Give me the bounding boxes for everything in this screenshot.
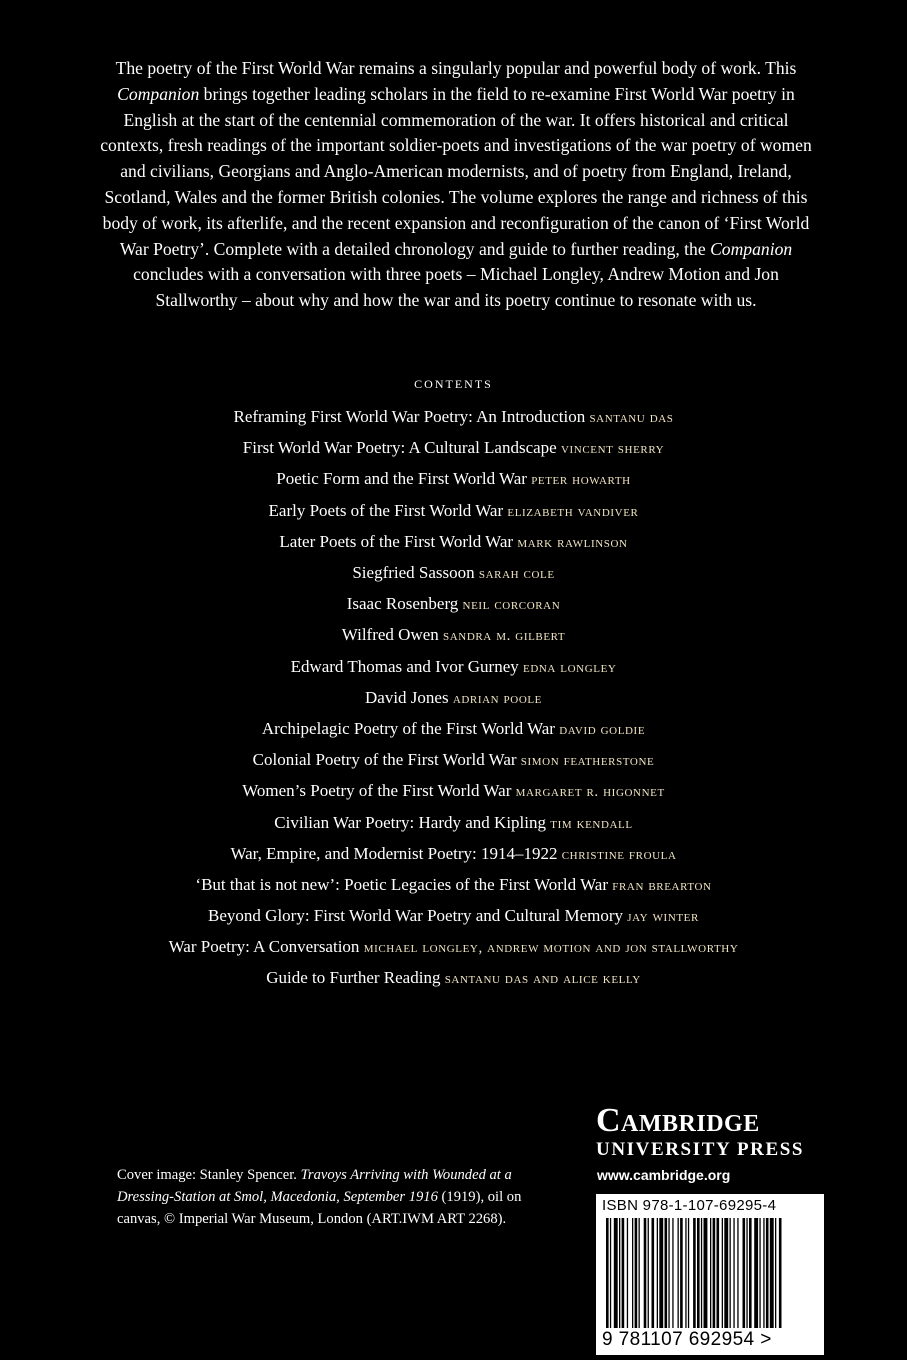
contents-item — [150, 870, 757, 901]
barcode-bar — [622, 1218, 625, 1328]
barcode-bar — [733, 1218, 734, 1328]
credit-artwork-title: Travoys Arriving with Wounded at a Dressing-Station at Smol, Macedonia, September 1916 — [117, 1167, 512, 1205]
barcode-bar — [713, 1218, 716, 1328]
blurb-part-3: concludes with a conversation with three poets – Michael Longley, Andrew Motion and Jon Stallworthy – about why and how the war and its poetry continue to resonate with us. — [133, 264, 779, 311]
item-author: simon featherstone — [520, 753, 655, 770]
barcode-bar — [652, 1218, 655, 1328]
publisher-name: Cambridge — [596, 1102, 760, 1139]
blurb-italic-2: Companion — [710, 238, 793, 259]
barcode-bar — [657, 1218, 658, 1328]
item-title: Women’s Poetry of the First World War — [242, 781, 512, 801]
item-author: vincent sherry — [560, 441, 665, 458]
item-author: david goldie — [559, 722, 646, 739]
blurb-text — [96, 56, 816, 314]
publisher-logo — [596, 1103, 826, 1187]
item-author: fran brearton — [612, 878, 712, 895]
contents-item — [150, 652, 757, 683]
barcode-bar — [754, 1218, 758, 1328]
barcode-bar — [672, 1218, 673, 1328]
item-title: Guide to Further Reading — [266, 968, 441, 988]
barcode-bar — [668, 1218, 669, 1328]
item-author: jay winter — [627, 909, 699, 926]
item-title: War, Empire, and Modernist Poetry: 1914–1922 — [230, 843, 558, 863]
item-author: sarah cole — [478, 566, 555, 583]
isbn-label: ISBN 978-1-107-69295-4 — [602, 1197, 777, 1214]
barcode-bar — [610, 1218, 611, 1328]
item-title: Edward Thomas and Ivor Gurney — [290, 656, 519, 676]
contents-item — [150, 839, 757, 870]
item-author: christine froula — [561, 846, 677, 863]
blurb-italic-1: Companion — [117, 83, 200, 104]
contents-item — [150, 776, 757, 807]
barcode-bar — [766, 1218, 769, 1328]
item-title: Beyond Glory: First World War Poetry and Cultural Memory — [208, 906, 624, 926]
item-title: War Poetry: A Conversation — [168, 937, 360, 957]
barcode-bar — [722, 1218, 723, 1328]
item-title: Civilian War Poetry: Hardy and Kipling — [274, 812, 546, 832]
item-author: tim kendall — [550, 815, 633, 832]
contents-item — [150, 745, 757, 776]
contents-item — [150, 527, 757, 558]
barcode-bar — [635, 1218, 638, 1328]
contents-item — [150, 589, 757, 620]
item-author: santanu das and alice kelly — [444, 971, 641, 988]
contents-item — [150, 932, 757, 963]
barcode-bar — [743, 1218, 746, 1328]
item-author: mark rawlinson — [517, 534, 628, 551]
item-title: Siegfried Sassoon — [352, 563, 475, 583]
barcode-bar — [730, 1218, 731, 1328]
item-author: peter howarth — [531, 472, 631, 489]
barcode-bar — [680, 1218, 683, 1328]
contents-item — [150, 620, 757, 651]
contents-item — [150, 714, 757, 745]
contents-item — [150, 464, 757, 495]
barcode-bar — [678, 1218, 679, 1328]
item-title: Reframing First World War Poetry: An Introduction — [233, 407, 586, 426]
contents-item — [150, 402, 757, 433]
item-title: First World War Poetry: A Cultural Landscape — [242, 438, 557, 458]
item-title: Later Poets of the First World War — [279, 531, 514, 551]
barcode-bar — [737, 1218, 738, 1328]
barcode-bar — [632, 1218, 633, 1328]
barcode-bar — [749, 1218, 752, 1328]
barcode-bar — [627, 1218, 628, 1328]
barcode-bar — [763, 1218, 764, 1328]
contents-item — [150, 683, 757, 714]
barcode-bar — [701, 1218, 702, 1328]
barcode-digits: 9 781107 692954 > — [602, 1329, 772, 1350]
barcode-bar — [704, 1218, 708, 1328]
item-title: Isaac Rosenberg — [346, 594, 459, 614]
item-author: margaret r. higonnet — [515, 784, 665, 801]
item-title: Poetic Form and the First World War — [276, 469, 527, 489]
item-title: Early Poets of the First World War — [268, 500, 504, 520]
barcode-bar — [693, 1218, 696, 1328]
barcode-bar — [685, 1218, 686, 1328]
barcode-bar — [665, 1218, 668, 1328]
cover-credit — [117, 1164, 567, 1230]
barcode-bar — [710, 1218, 711, 1328]
item-title: ‘But that is not new’: Poetic Legacies of the First World War — [195, 875, 608, 895]
item-author: adrian poole — [452, 690, 542, 707]
contents-item — [150, 963, 757, 994]
barcode-bar — [644, 1218, 647, 1328]
item-title: Wilfred Owen — [341, 625, 439, 645]
contents-item — [150, 808, 757, 839]
contents-item — [150, 558, 757, 589]
item-author: elizabeth vandiver — [507, 503, 639, 520]
credit-suffix: (1919), oil on canvas, © Imperial War Museum, London (ART.IWM ART 2268). — [117, 1189, 522, 1227]
contents-heading: CONTENTS — [414, 377, 493, 391]
isbn-barcode — [596, 1194, 824, 1355]
barcode-bar — [775, 1218, 776, 1328]
barcode-bar — [717, 1218, 720, 1328]
contents-item — [150, 901, 757, 932]
barcode-bar — [606, 1218, 609, 1328]
item-title: Archipelagic Poetry of the First World War — [261, 719, 555, 739]
blurb-part-1: The poetry of the First World War remains a singularly popular and powerful body of work. This — [115, 58, 797, 78]
barcode-bar — [779, 1218, 782, 1328]
barcode-bar — [614, 1218, 618, 1328]
item-title: Colonial Poetry of the First World War — [252, 750, 517, 770]
barcode-bar — [639, 1218, 640, 1328]
item-author: sandra m. gilbert — [443, 628, 566, 645]
contents-item — [150, 433, 757, 464]
contents-item — [150, 496, 757, 527]
item-author: edna longley — [523, 659, 617, 676]
barcode-bar — [659, 1218, 663, 1328]
contents-list — [150, 402, 757, 995]
item-title: David Jones — [365, 687, 449, 707]
barcode-bar — [770, 1218, 774, 1328]
barcode-bar — [688, 1218, 689, 1328]
barcode-bar — [759, 1218, 760, 1328]
publisher-url: www.cambridge.org — [597, 1167, 731, 1183]
barcode-bar — [697, 1218, 700, 1328]
barcode-bar — [619, 1218, 620, 1328]
item-author: michael longley, andrew motion and jon stallworthy — [363, 940, 739, 957]
item-author: neil corcoran — [462, 597, 561, 614]
credit-prefix: Cover image: Stanley Spencer. — [117, 1167, 301, 1183]
barcode-bar — [746, 1218, 747, 1328]
barcode-bar — [724, 1218, 728, 1328]
blurb-part-2: brings together leading scholars in the field to re-examine First World War poetry in English at the start of the centennial commemoration of the war. It offers historical and critical contexts, fresh readings of the important soldier-poets and investigations of the war poetry of women and civilians, Georgians and Anglo-American modernists, and of poetry from England, Ireland, Scotland, Wales and the former British colonies. The volume explores the range and richness of this body of work, its afterlife, and the recent expansion and reconfiguration of the canon of ‘First World War Poetry’. Complete with a detailed chronology and guide to further reading, the — [100, 83, 812, 259]
publisher-press: UNIVERSITY PRESS — [596, 1139, 805, 1160]
barcode-bar — [648, 1218, 649, 1328]
item-author: santanu das — [589, 410, 674, 426]
